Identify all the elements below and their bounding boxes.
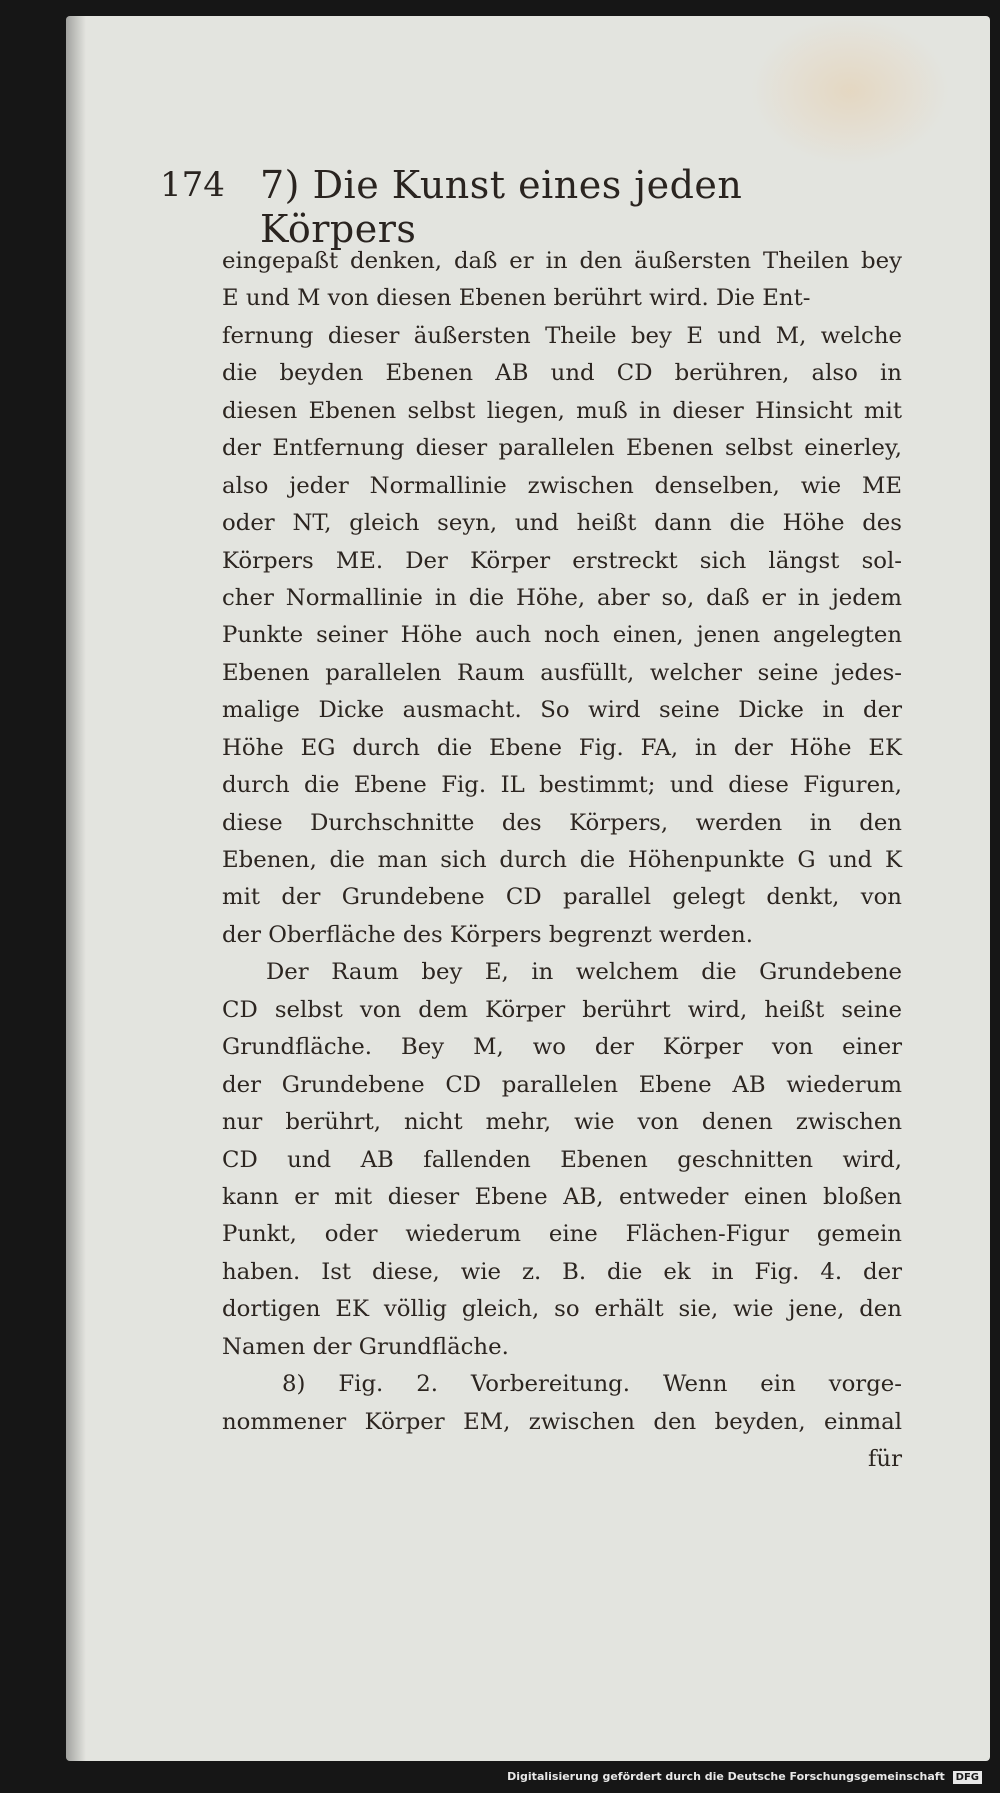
- text-line: fernung dieser äußersten Theile bey E und M, welche: [222, 322, 902, 349]
- text-line: CD und AB fallenden Ebenen geschnitten wird,: [222, 1146, 902, 1173]
- text-line: Ebenen parallelen Raum ausfüllt, welcher seine jedes-: [222, 659, 902, 686]
- text-line: diese Durchschnitte des Körpers, werden in den: [222, 809, 902, 836]
- text-line: oder NT, gleich seyn, und heißt dann die Höhe des: [222, 510, 902, 537]
- page-gutter-shadow: [66, 16, 86, 1761]
- text-line: CD selbst von dem Körper berührt wird, heißt seine: [222, 996, 902, 1023]
- funding-credit: Digitalisierung gefördert durch die Deutsche Forschungsgemeinschaft: [507, 1770, 945, 1783]
- text-line: eingepaßt denken, daß er in den äußersten Theilen bey: [222, 248, 902, 274]
- text-line: Namen der Grundfläche.: [222, 1333, 509, 1360]
- text-line: der Oberfläche des Körpers begrenzt werden.: [222, 921, 753, 948]
- text-line: haben. Ist diese, wie z. B. die ek in Fig. 4. der: [222, 1258, 902, 1285]
- text-line: Ebenen, die man sich durch die Höhenpunkte G und K: [222, 847, 902, 873]
- text-line: durch die Ebene Fig. IL bestimmt; und diese Figuren,: [222, 772, 902, 799]
- text-line: dortigen EK völlig gleich, so erhält sie, wie jene, den: [222, 1296, 902, 1323]
- text-line: Der Raum bey E, in welchem die Grundebene: [266, 959, 902, 986]
- running-head: 7) Die Kunst eines jeden Körpers: [260, 163, 743, 251]
- digitization-footer: [507, 1770, 982, 1784]
- page-header: [160, 163, 870, 251]
- text-line: Punkte seiner Höhe auch noch einen, jenen angelegten: [222, 622, 902, 649]
- text-line: cher Normallinie in die Höhe, aber so, daß er in jedem: [222, 584, 902, 611]
- text-line: die beyden Ebenen AB und CD berühren, also in: [222, 360, 902, 387]
- text-line: Punkt, oder wiederum eine Flächen-Figur gemein: [222, 1221, 902, 1248]
- text-line: nommener Körper EM, zwischen den beyden, einmal: [222, 1408, 902, 1435]
- paper-stain: [750, 16, 950, 166]
- body-text: [222, 243, 902, 1478]
- text-line: Grundfläche. Bey M, wo der Körper von einer: [222, 1034, 902, 1061]
- text-line: also jeder Normallinie zwischen denselben, wie ME: [222, 472, 902, 499]
- catchword: für: [867, 1446, 902, 1472]
- text-line: 8) Fig. 2. Vorbereitung. Wenn ein vorge-: [282, 1371, 902, 1398]
- text-line: mit der Grundebene CD parallel gelegt denkt, von: [222, 884, 902, 911]
- text-line: malige Dicke ausmacht. So wird seine Dicke in der: [222, 697, 902, 724]
- text-line: E und M von diesen Ebenen berührt wird. Die Ent-: [222, 285, 811, 312]
- text-line: kann er mit dieser Ebene AB, entweder einen bloßen: [222, 1183, 902, 1210]
- text-line: Höhe EG durch die Ebene Fig. FA, in der Höhe EK: [222, 734, 902, 761]
- text-line: Körpers ME. Der Körper erstreckt sich längst sol-: [222, 547, 902, 574]
- text-line: nur berührt, nicht mehr, wie von denen zwischen: [222, 1109, 902, 1136]
- page-number: 174: [160, 165, 225, 205]
- text-line: der Grundebene CD parallelen Ebene AB wiederum: [222, 1071, 902, 1098]
- text-line: diesen Ebenen selbst liegen, muß in dieser Hinsicht mit: [222, 397, 902, 424]
- text-line: der Entfernung dieser parallelen Ebenen selbst einerley,: [222, 435, 902, 462]
- dfg-logo: DFG: [953, 1771, 982, 1784]
